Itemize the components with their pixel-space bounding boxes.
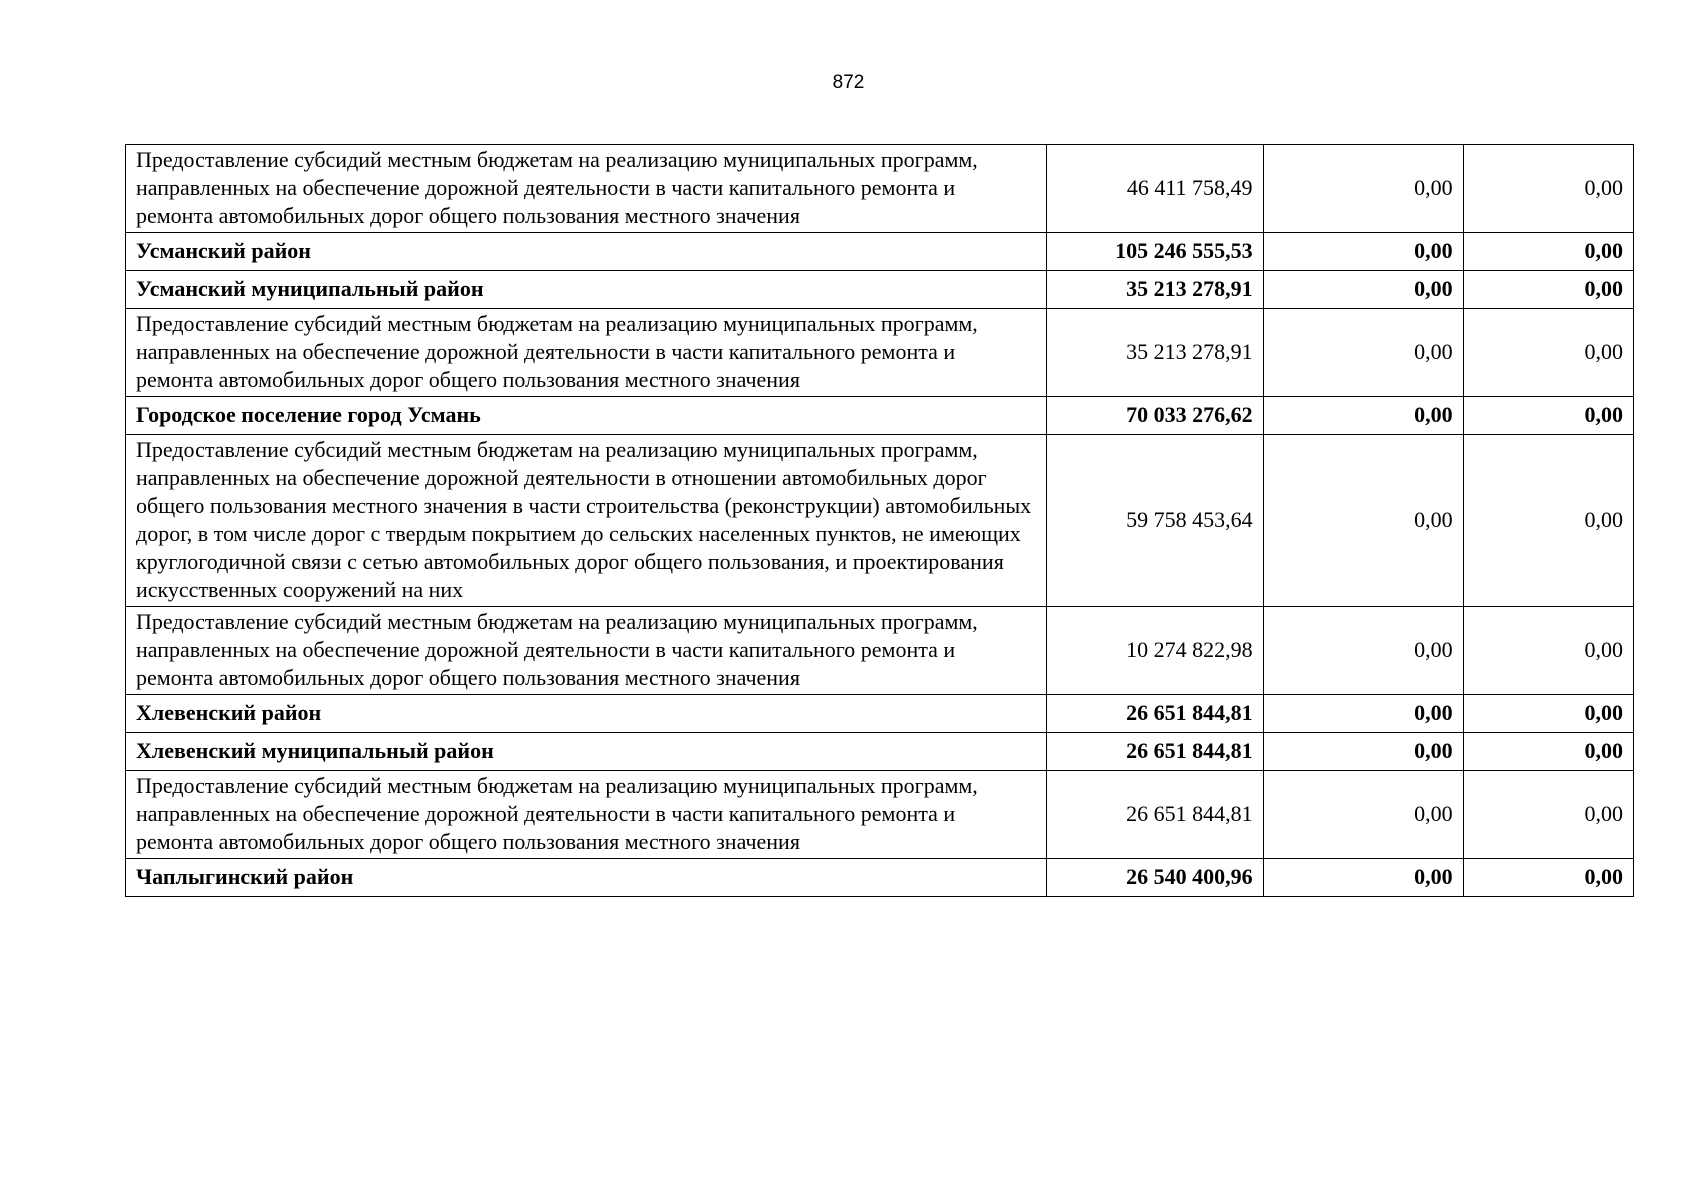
value-2-cell: 0,00 — [1263, 309, 1463, 397]
value-2-cell: 0,00 — [1263, 607, 1463, 695]
table-row — [126, 771, 1634, 859]
row-name-cell: Усманский район — [126, 233, 1047, 271]
value-2-cell: 0,00 — [1263, 397, 1463, 435]
value-3-cell: 0,00 — [1463, 271, 1633, 309]
budget-table — [125, 144, 1634, 897]
value-2-cell: 0,00 — [1263, 271, 1463, 309]
table-row — [126, 695, 1634, 733]
value-1-cell: 35 213 278,91 — [1047, 271, 1263, 309]
row-name-cell: Предоставление субсидий местным бюджетам на реализацию муниципальных программ, направленных на обеспечение дорожной деятельности в части капитального ремонта и ремонта автомобильных дорог общего пользования местного значения — [126, 309, 1047, 397]
table-row — [126, 397, 1634, 435]
value-2-cell: 0,00 — [1263, 695, 1463, 733]
value-3-cell: 0,00 — [1463, 695, 1633, 733]
value-3-cell: 0,00 — [1463, 607, 1633, 695]
table-row — [126, 233, 1634, 271]
row-name-cell: Предоставление субсидий местным бюджетам на реализацию муниципальных программ, направленных на обеспечение дорожной деятельности в части капитального ремонта и ремонта автомобильных дорог общего пользования местного значения — [126, 145, 1047, 233]
value-1-cell: 59 758 453,64 — [1047, 435, 1263, 607]
table-row — [126, 309, 1634, 397]
value-3-cell: 0,00 — [1463, 435, 1633, 607]
row-name-cell: Городское поселение город Усмань — [126, 397, 1047, 435]
value-3-cell: 0,00 — [1463, 733, 1633, 771]
page-number: 872 — [832, 72, 865, 93]
row-name-cell: Хлевенский район — [126, 695, 1047, 733]
value-2-cell: 0,00 — [1263, 733, 1463, 771]
table-row — [126, 145, 1634, 233]
row-name-cell: Предоставление субсидий местным бюджетам на реализацию муниципальных программ, направленных на обеспечение дорожной деятельности в части капитального ремонта и ремонта автомобильных дорог общего пользования местного значения — [126, 771, 1047, 859]
budget-table-body — [126, 145, 1634, 897]
value-3-cell: 0,00 — [1463, 859, 1633, 897]
table-row — [126, 271, 1634, 309]
value-3-cell: 0,00 — [1463, 145, 1633, 233]
row-name-cell: Предоставление субсидий местным бюджетам на реализацию муниципальных программ, направленных на обеспечение дорожной деятельности в части капитального ремонта и ремонта автомобильных дорог общего пользования местного значения — [126, 607, 1047, 695]
value-1-cell: 26 651 844,81 — [1047, 771, 1263, 859]
value-1-cell: 70 033 276,62 — [1047, 397, 1263, 435]
value-1-cell: 26 651 844,81 — [1047, 695, 1263, 733]
row-name-cell: Усманский муниципальный район — [126, 271, 1047, 309]
value-1-cell: 26 540 400,96 — [1047, 859, 1263, 897]
value-3-cell: 0,00 — [1463, 771, 1633, 859]
value-1-cell: 26 651 844,81 — [1047, 733, 1263, 771]
value-2-cell: 0,00 — [1263, 771, 1463, 859]
value-1-cell: 10 274 822,98 — [1047, 607, 1263, 695]
row-name-cell: Предоставление субсидий местным бюджетам на реализацию муниципальных программ, направленных на обеспечение дорожной деятельности в отношении автомобильных дорог общего пользования местного значения в части строительства (реконструкции) автомобильных дорог, в том числе дорог с твердым покрытием до сельских населенных пунктов, не имеющих круглогодичной связи с сетью автомобильных дорог общего пользования, и проектирования искусственных сооружений на них — [126, 435, 1047, 607]
value-3-cell: 0,00 — [1463, 397, 1633, 435]
row-name-cell: Чаплыгинский район — [126, 859, 1047, 897]
table-row — [126, 733, 1634, 771]
value-2-cell: 0,00 — [1263, 145, 1463, 233]
value-1-cell: 105 246 555,53 — [1047, 233, 1263, 271]
value-1-cell: 35 213 278,91 — [1047, 309, 1263, 397]
table-row — [126, 607, 1634, 695]
value-2-cell: 0,00 — [1263, 435, 1463, 607]
row-name-cell: Хлевенский муниципальный район — [126, 733, 1047, 771]
table-row — [126, 859, 1634, 897]
value-3-cell: 0,00 — [1463, 233, 1633, 271]
value-3-cell: 0,00 — [1463, 309, 1633, 397]
table-row — [126, 435, 1634, 607]
value-1-cell: 46 411 758,49 — [1047, 145, 1263, 233]
value-2-cell: 0,00 — [1263, 233, 1463, 271]
value-2-cell: 0,00 — [1263, 859, 1463, 897]
